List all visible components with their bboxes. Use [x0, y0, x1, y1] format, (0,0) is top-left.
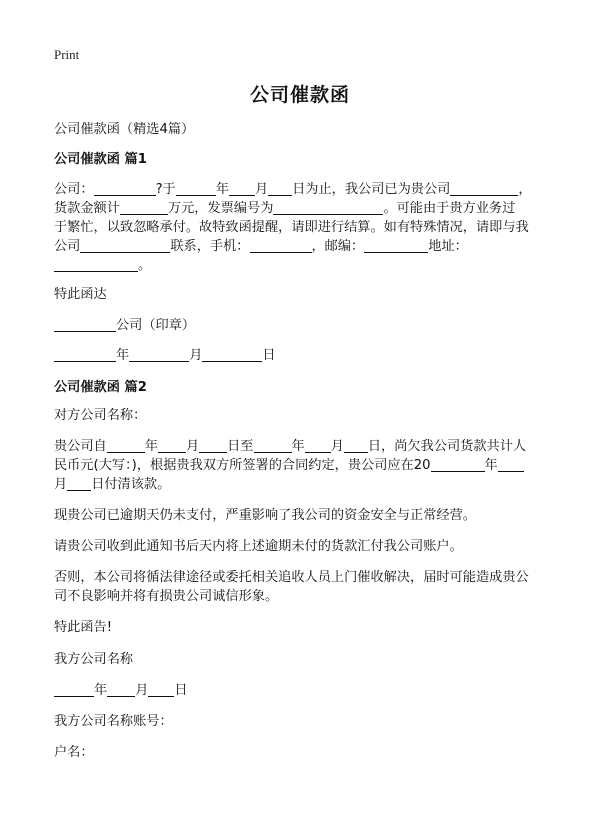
text: 日付清该款。 — [91, 477, 171, 492]
blank-field — [273, 200, 383, 215]
text: 年 — [116, 348, 130, 363]
section2-paragraph-4-line1: 否则，本公司将循法律途径或委托相关追收人员上门催收解决，届时可能造成贵公 — [54, 570, 529, 585]
section2-account-holder: 户名： — [54, 745, 94, 760]
section2-heading: 公司催款函 篇2 — [54, 380, 147, 395]
blank-field — [54, 347, 116, 362]
section2-paragraph-2: 现贵公司已逾期天仍未支付，严重影响了我公司的资金安全与正常经营。 — [54, 508, 476, 523]
text: 年 — [484, 458, 498, 473]
text: 万元，发票编号为 — [167, 201, 274, 216]
section2-paragraph-line — [54, 456, 554, 476]
text: 日 — [174, 683, 188, 698]
text: ?于 — [155, 182, 176, 197]
text: 日，尚欠我公司货款共计人 — [367, 439, 527, 454]
blank-field — [450, 181, 518, 196]
blank-field — [250, 238, 312, 253]
text: 地址： — [428, 239, 468, 254]
blank-field — [268, 181, 292, 196]
text: 公司 — [54, 239, 81, 254]
blank-field — [176, 181, 216, 196]
blank-field — [129, 347, 189, 362]
text: 民币元(大写：)，根据贵我双方所签署的合同约定，贵公司应在20 — [54, 458, 431, 473]
section2-recipient: 对方公司名称： — [54, 408, 147, 423]
blank-field — [199, 438, 227, 453]
blank-field — [54, 682, 94, 697]
section1-heading: 公司催款函 篇1 — [54, 152, 147, 167]
section1-closing: 特此函达 — [54, 287, 107, 302]
blank-field — [344, 438, 368, 453]
text: 。 — [138, 258, 152, 273]
blank-field — [107, 438, 145, 453]
section2-date-line — [54, 681, 554, 701]
blank-field — [202, 347, 262, 362]
text: 货款金额计 — [54, 201, 120, 216]
blank-field — [158, 438, 186, 453]
text: 公司： — [54, 182, 94, 197]
blank-field — [94, 181, 156, 196]
text: 年 — [94, 683, 108, 698]
text: 日为止，我公司已为贵公司 — [292, 182, 451, 197]
text: 公司（印章） — [116, 318, 196, 333]
section1-paragraph-line — [54, 199, 554, 219]
blank-field — [148, 682, 174, 697]
text: 月 — [189, 348, 203, 363]
text: 年 — [291, 439, 305, 454]
section2-company-name: 我方公司名称 — [54, 652, 134, 667]
section2-paragraph-line — [54, 437, 554, 457]
text: 月 — [54, 477, 68, 492]
text: ，邮编： — [311, 239, 365, 254]
section2-paragraph-4-line2: 司不良影响并将有损贵公司诚信形象。 — [54, 589, 279, 604]
blank-field — [364, 238, 428, 253]
text: 月 — [185, 439, 200, 454]
section2-account: 我方公司名称账号： — [54, 714, 173, 729]
print-label: Print — [54, 47, 80, 62]
blank-field — [67, 476, 91, 491]
blank-field — [254, 438, 292, 453]
text: 日至 — [227, 439, 254, 454]
blank-field — [54, 257, 138, 272]
section1-paragraph-line — [54, 180, 554, 200]
blank-field — [229, 181, 255, 196]
blank-field — [305, 438, 331, 453]
text: 年 — [215, 182, 229, 197]
document-subtitle: 公司催款函（精选4篇） — [54, 122, 195, 137]
blank-field — [107, 682, 135, 697]
section1-date-line — [54, 346, 554, 366]
text: 日 — [262, 348, 276, 363]
text: 贵公司自 — [54, 439, 107, 454]
blank-field — [54, 317, 116, 332]
blank-field — [120, 200, 168, 215]
section2-paragraph-3: 请贵公司收到此通知书后天内将上述逾期未付的货款汇付我公司账户。 — [54, 539, 463, 554]
text: 月 — [330, 439, 344, 454]
text: 年 — [144, 439, 158, 454]
text: ， — [518, 182, 532, 197]
section1-paragraph-line: 于繁忙，以致忽略承付。故特致函提醒，请即进行结算。如有特殊情况，请即与我 — [54, 220, 529, 235]
text: 月 — [254, 182, 269, 197]
blank-field — [80, 238, 170, 253]
section2-paragraph-line — [54, 475, 554, 495]
section2-notice: 特此函告! — [54, 620, 113, 635]
document-title: 公司催款函 — [249, 84, 350, 106]
section1-seal-line — [54, 316, 554, 336]
section1-paragraph-line — [54, 256, 554, 276]
section1-paragraph-line — [54, 237, 554, 257]
blank-field — [498, 457, 524, 472]
blank-field — [431, 457, 485, 472]
text: 联系，手机： — [170, 239, 250, 254]
text: 月 — [135, 683, 149, 698]
text: 。可能由于贵方业务过 — [383, 201, 516, 216]
